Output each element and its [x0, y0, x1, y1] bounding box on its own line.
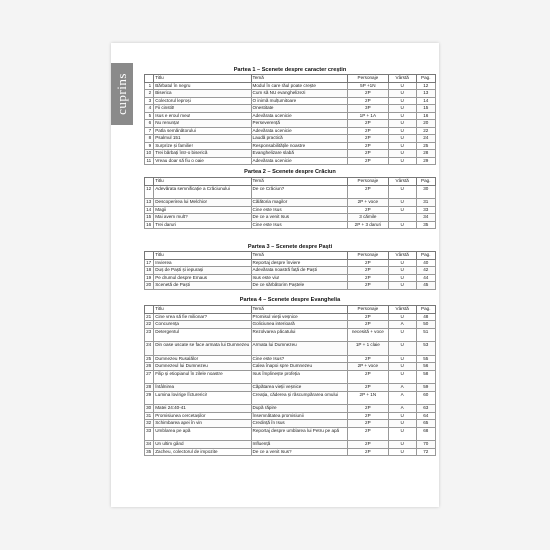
table-row — [145, 221, 436, 229]
num-cell: 28 — [145, 384, 154, 392]
num-cell: 3 — [145, 97, 154, 105]
side-tab — [111, 63, 133, 125]
title-cell: Mai avem mult? — [154, 214, 251, 222]
age-header: Vârstă — [388, 178, 416, 186]
page-cell: 51 — [416, 328, 436, 342]
num-cell: 10 — [145, 150, 154, 158]
section-heading: Partea 4 – Scenete despre Evanghelia — [239, 297, 341, 303]
theme-cell: Călătoria magilor — [251, 199, 347, 207]
characters-cell: 2P — [347, 427, 388, 441]
theme-cell: Calea înapoi spre Dumnezeu — [251, 363, 347, 371]
characters-cell: 3P — [347, 105, 388, 113]
title-cell: Dumnezeul lui Dumnezeu — [154, 363, 251, 371]
table-row — [145, 441, 436, 449]
num-cell: 4 — [145, 105, 154, 113]
theme-cell: Însemnătatea promisiunii — [251, 412, 347, 420]
table-row — [145, 313, 436, 321]
characters-cell: 2P — [347, 274, 388, 282]
page-cell: 65 — [416, 420, 436, 428]
section-table — [144, 305, 436, 456]
title-cell: Întâlnirea — [154, 384, 251, 392]
age-cell: U — [388, 142, 416, 150]
title-cell: Pe drumul despre Emaus — [154, 274, 251, 282]
theme-cell: Influență — [251, 441, 347, 449]
num-cell: 22 — [145, 321, 154, 329]
page-cell: 28 — [416, 150, 436, 158]
age-header: Vârstă — [388, 75, 416, 83]
title-cell: Duș de Paști și iepurași — [154, 267, 251, 275]
characters-cell: 2P — [347, 420, 388, 428]
page-cell: 13 — [416, 90, 436, 98]
characters-cell: 2P — [347, 355, 388, 363]
characters-cell: 2P + voce — [347, 363, 388, 371]
age-cell: U — [388, 441, 416, 449]
table-row — [145, 82, 436, 90]
page-cell: 29 — [416, 157, 436, 165]
num-cell: 9 — [145, 142, 154, 150]
num-cell: 15 — [145, 214, 154, 222]
title-cell: Invierea — [154, 259, 251, 267]
characters-cell: 3 cămile — [347, 214, 388, 222]
title-cell: Adevărata semnificație a Crăciunului — [154, 185, 251, 199]
num-cell: 12 — [145, 185, 154, 199]
age-cell: U — [388, 448, 416, 456]
table-row — [145, 97, 436, 105]
title-cell: Descoperirea lui Melchior — [154, 199, 251, 207]
table-row — [145, 448, 436, 456]
theme-cell: Adevărata ucenicie — [251, 112, 347, 120]
age-cell: A — [388, 405, 416, 413]
characters-header: Personaje — [347, 75, 388, 83]
age-cell: U — [388, 412, 416, 420]
title-cell: Lumina lovirige lîcturerici! — [154, 391, 251, 405]
table-row — [145, 185, 436, 199]
num-cell: 24 — [145, 342, 154, 356]
table-row — [145, 214, 436, 222]
num-header — [145, 252, 154, 260]
age-cell: U — [388, 342, 416, 356]
age-cell: U — [388, 370, 416, 384]
theme-cell: De ce a venit Isus — [251, 214, 347, 222]
theme-cell: De ce Crăciun? — [251, 185, 347, 199]
table-header-row — [145, 306, 436, 314]
table-row — [145, 282, 436, 290]
page-cell: 72 — [416, 448, 436, 456]
num-cell: 1 — [145, 82, 154, 90]
age-cell: U — [388, 135, 416, 143]
title-header: Titlu — [154, 75, 251, 83]
characters-cell: 2P — [347, 150, 388, 158]
table-row — [145, 342, 436, 356]
table-row — [145, 206, 436, 214]
theme-cell: O inimă mulțumitoare — [251, 97, 347, 105]
table-row — [145, 267, 436, 275]
page-header: Pag. — [416, 178, 436, 186]
characters-cell: 2P — [347, 142, 388, 150]
characters-cell: 2P — [347, 405, 388, 413]
table-row — [145, 384, 436, 392]
page-cell: 40 — [416, 259, 436, 267]
num-cell: 33 — [145, 427, 154, 441]
table-row — [145, 355, 436, 363]
page-cell: 24 — [416, 135, 436, 143]
characters-header: Personaje — [347, 306, 388, 314]
characters-header: Personaje — [347, 178, 388, 186]
page-cell: 60 — [416, 391, 436, 405]
age-header: Vârstă — [388, 306, 416, 314]
title-cell: Umblarea pe apă — [154, 427, 251, 441]
title-cell: Scenetă de Paști — [154, 282, 251, 290]
theme-cell: Creația, căderea și răscumpărarea omului — [251, 391, 347, 405]
theme-cell: Credință în Isus — [251, 420, 347, 428]
num-cell: 30 — [145, 405, 154, 413]
title-cell: Biserica — [154, 90, 251, 98]
title-cell: Filip și etiopianul în zilele noastre — [154, 370, 251, 384]
characters-cell: 2P — [347, 282, 388, 290]
page-cell: 59 — [416, 384, 436, 392]
age-cell: A — [388, 321, 416, 329]
age-cell — [388, 214, 416, 222]
title-cell: Din oase uscate se face armata lui Dumnezeu — [154, 342, 251, 356]
theme-cell: După răpire — [251, 405, 347, 413]
age-cell: U — [388, 274, 416, 282]
section-heading: Partea 2 – Scenete despre Crăciun — [244, 169, 336, 175]
num-cell: 23 — [145, 328, 154, 342]
title-cell: Colectorul leproși — [154, 97, 251, 105]
title-cell: Vreau doar să fiu o oaie — [154, 157, 251, 165]
page-cell: 45 — [416, 282, 436, 290]
num-cell: 18 — [145, 267, 154, 275]
table-row — [145, 142, 436, 150]
title-cell: Schimbarea apei în vin — [154, 420, 251, 428]
num-cell: 26 — [145, 363, 154, 371]
table-row — [145, 370, 436, 384]
num-cell: 6 — [145, 120, 154, 128]
theme-cell: Isus împlinește profeția — [251, 370, 347, 384]
theme-cell: Adevărata ucenicie — [251, 127, 347, 135]
page-cell: 15 — [416, 105, 436, 113]
table-row — [145, 90, 436, 98]
title-cell: Matei 24:40-41 — [154, 405, 251, 413]
title-cell: Dumnezeu Rusalălor — [154, 355, 251, 363]
theme-header: Temă — [251, 75, 347, 83]
page-cell: 44 — [416, 274, 436, 282]
page-cell: 12 — [416, 82, 436, 90]
characters-cell: 2P + 1N — [347, 391, 388, 405]
title-cell: Fii cinstit! — [154, 105, 251, 113]
page-cell: 34 — [416, 214, 436, 222]
age-cell: U — [388, 363, 416, 371]
num-cell: 34 — [145, 441, 154, 449]
table-row — [145, 420, 436, 428]
page-cell: 31 — [416, 199, 436, 207]
page-cell: 63 — [416, 405, 436, 413]
characters-cell: 2P — [347, 313, 388, 321]
age-cell: A — [388, 391, 416, 405]
age-cell: U — [388, 97, 416, 105]
table-row — [145, 259, 436, 267]
age-cell: U — [388, 259, 416, 267]
age-cell: U — [388, 427, 416, 441]
theme-cell: Rezolvarea păcatului — [251, 328, 347, 342]
table-header-row — [145, 178, 436, 186]
title-cell: Cine vrea să fie milionar? — [154, 313, 251, 321]
num-cell: 17 — [145, 259, 154, 267]
num-cell: 25 — [145, 355, 154, 363]
theme-cell: Promisul vieții veșnice — [251, 313, 347, 321]
table-row — [145, 274, 436, 282]
theme-cell: Cine este Isus — [251, 221, 347, 229]
age-cell: U — [388, 185, 416, 199]
age-cell: U — [388, 120, 416, 128]
document-page — [111, 43, 439, 507]
title-cell: Zacheu, colectorul de impozite — [154, 448, 251, 456]
num-cell: 29 — [145, 391, 154, 405]
theme-cell: Evanghelizare slabă — [251, 150, 347, 158]
table-row — [145, 321, 436, 329]
title-cell: Detergentul — [154, 328, 251, 342]
side-tab-label: cuprins — [114, 73, 129, 115]
characters-cell: 2P + voce — [347, 199, 388, 207]
theme-cell: De ce a venit Isus? — [251, 448, 347, 456]
age-cell: U — [388, 221, 416, 229]
table-row — [145, 328, 436, 342]
table-row — [145, 199, 436, 207]
theme-cell: Goliciunea interioară — [251, 321, 347, 329]
num-cell: 8 — [145, 135, 154, 143]
title-cell: Magii — [154, 206, 251, 214]
title-cell: Concurența — [154, 321, 251, 329]
age-cell: U — [388, 328, 416, 342]
num-cell: 32 — [145, 420, 154, 428]
age-cell: U — [388, 90, 416, 98]
theme-cell: Isus este viu! — [251, 274, 347, 282]
table-row — [145, 363, 436, 371]
theme-cell: Modul în care răul poate crește — [251, 82, 347, 90]
section-table — [144, 177, 436, 229]
characters-cell: 1P + 1A — [347, 112, 388, 120]
section-table — [144, 251, 436, 290]
num-cell: 19 — [145, 274, 154, 282]
table-row — [145, 127, 436, 135]
age-cell: U — [388, 420, 416, 428]
num-cell: 2 — [145, 90, 154, 98]
title-cell: Surprize și familie! — [154, 142, 251, 150]
age-cell: U — [388, 105, 416, 113]
table-row — [145, 150, 436, 158]
theme-header: Temă — [251, 306, 347, 314]
characters-cell: 2P — [347, 135, 388, 143]
num-cell: 5 — [145, 112, 154, 120]
age-cell: U — [388, 127, 416, 135]
page-cell: 33 — [416, 206, 436, 214]
characters-cell: 2P — [347, 321, 388, 329]
table-row — [145, 405, 436, 413]
num-cell: 31 — [145, 412, 154, 420]
table-row — [145, 391, 436, 405]
title-cell: Patla semănătorului — [154, 127, 251, 135]
title-cell: Nu renunța! — [154, 120, 251, 128]
num-cell: 16 — [145, 221, 154, 229]
characters-cell: 2P — [347, 441, 388, 449]
page-header: Pag. — [416, 306, 436, 314]
num-header — [145, 306, 154, 314]
characters-cell: 2P — [347, 127, 388, 135]
num-cell: 13 — [145, 199, 154, 207]
theme-cell: Laudă practică — [251, 135, 347, 143]
table-row — [145, 112, 436, 120]
age-cell: U — [388, 313, 416, 321]
table-row — [145, 427, 436, 441]
theme-cell: De ce sărbătorim Paștele — [251, 282, 347, 290]
table-row — [145, 120, 436, 128]
num-header — [145, 178, 154, 186]
theme-cell: Cine este Isus — [251, 206, 347, 214]
title-cell: Bărbatul în negru — [154, 82, 251, 90]
page-cell: 42 — [416, 267, 436, 275]
age-cell: U — [388, 282, 416, 290]
page-cell: 53 — [416, 342, 436, 356]
theme-cell: Reportaj despre umblarea lui Petru pe apă — [251, 427, 347, 441]
theme-cell: Responsabilitățile noastre — [251, 142, 347, 150]
age-header: Vârstă — [388, 252, 416, 260]
age-cell: U — [388, 112, 416, 120]
characters-cell: 1P + 1 claie — [347, 342, 388, 356]
num-cell: 35 — [145, 448, 154, 456]
page-cell: 25 — [416, 142, 436, 150]
characters-cell: 2P + 3 daruri — [347, 221, 388, 229]
title-cell: Psalmul 151 — [154, 135, 251, 143]
characters-cell: 2P — [347, 259, 388, 267]
table-row — [145, 157, 436, 165]
page-cell: 64 — [416, 412, 436, 420]
table-header-row — [145, 75, 436, 83]
theme-cell: Armata lui Dumnezeu — [251, 342, 347, 356]
title-header: Titlu — [154, 178, 251, 186]
table-header-row — [145, 252, 436, 260]
page-cell: 48 — [416, 313, 436, 321]
table-row — [145, 105, 436, 113]
age-cell: U — [388, 206, 416, 214]
title-header: Titlu — [154, 306, 251, 314]
theme-cell: Cum să NU evanghelizezi — [251, 90, 347, 98]
page-cell: 56 — [416, 363, 436, 371]
page-cell: 58 — [416, 370, 436, 384]
age-cell: U — [388, 199, 416, 207]
page-cell: 16 — [416, 112, 436, 120]
title-cell: Un ultim gând — [154, 441, 251, 449]
characters-cell: 2P — [347, 448, 388, 456]
age-cell: U — [388, 82, 416, 90]
num-cell: 11 — [145, 157, 154, 165]
page-header: Pag. — [416, 252, 436, 260]
num-cell: 7 — [145, 127, 154, 135]
theme-cell: Adevărata ucenicie — [251, 157, 347, 165]
page-cell: 50 — [416, 321, 436, 329]
characters-cell: 5P +1N — [347, 82, 388, 90]
page-cell: 22 — [416, 127, 436, 135]
characters-cell: 2P — [347, 370, 388, 384]
characters-cell: 2P — [347, 384, 388, 392]
section-heading: Partea 3 – Scenete despre Paști — [247, 244, 333, 250]
num-header — [145, 75, 154, 83]
theme-cell: Adevărata noastră față de Paști — [251, 267, 347, 275]
age-cell: U — [388, 267, 416, 275]
table-row — [145, 135, 436, 143]
characters-cell: 2P — [347, 412, 388, 420]
age-cell: U — [388, 157, 416, 165]
num-cell: 20 — [145, 282, 154, 290]
page-cell: 14 — [416, 97, 436, 105]
section-heading: Partea 1 – Scenete despre caracter creștin — [233, 67, 347, 73]
characters-cell: 2P — [347, 185, 388, 199]
table-row — [145, 412, 436, 420]
characters-cell: necesită + voce — [347, 328, 388, 342]
page-cell: 70 — [416, 441, 436, 449]
section-table — [144, 74, 436, 165]
page-cell: 68 — [416, 427, 436, 441]
characters-cell: 2P — [347, 120, 388, 128]
age-cell: U — [388, 150, 416, 158]
title-header: Titlu — [154, 252, 251, 260]
age-cell: A — [388, 384, 416, 392]
title-cell: Isus e eroul meu! — [154, 112, 251, 120]
page-header: Pag. — [416, 75, 436, 83]
theme-cell: Reportaj despre înviere — [251, 259, 347, 267]
num-cell: 14 — [145, 206, 154, 214]
characters-cell: 2P — [347, 97, 388, 105]
theme-cell: Onestitate — [251, 105, 347, 113]
characters-header: Personaje — [347, 252, 388, 260]
page-cell: 20 — [416, 120, 436, 128]
age-cell: U — [388, 355, 416, 363]
num-cell: 21 — [145, 313, 154, 321]
title-cell: Trei bărbați într-o biserică — [154, 150, 251, 158]
title-cell: Promisiunea cercetașilor — [154, 412, 251, 420]
characters-cell: 2P — [347, 206, 388, 214]
theme-header: Temă — [251, 178, 347, 186]
characters-cell: 2P — [347, 267, 388, 275]
page-cell: 55 — [416, 355, 436, 363]
theme-cell: Perseverență — [251, 120, 347, 128]
theme-cell: Cine este Isus? — [251, 355, 347, 363]
title-cell: Trei daruri — [154, 221, 251, 229]
characters-cell: 2P — [347, 90, 388, 98]
page-cell: 35 — [416, 221, 436, 229]
num-cell: 27 — [145, 370, 154, 384]
characters-cell: 2P — [347, 157, 388, 165]
theme-header: Temă — [251, 252, 347, 260]
theme-cell: Căpătarea vieții veșnice — [251, 384, 347, 392]
page-cell: 30 — [416, 185, 436, 199]
